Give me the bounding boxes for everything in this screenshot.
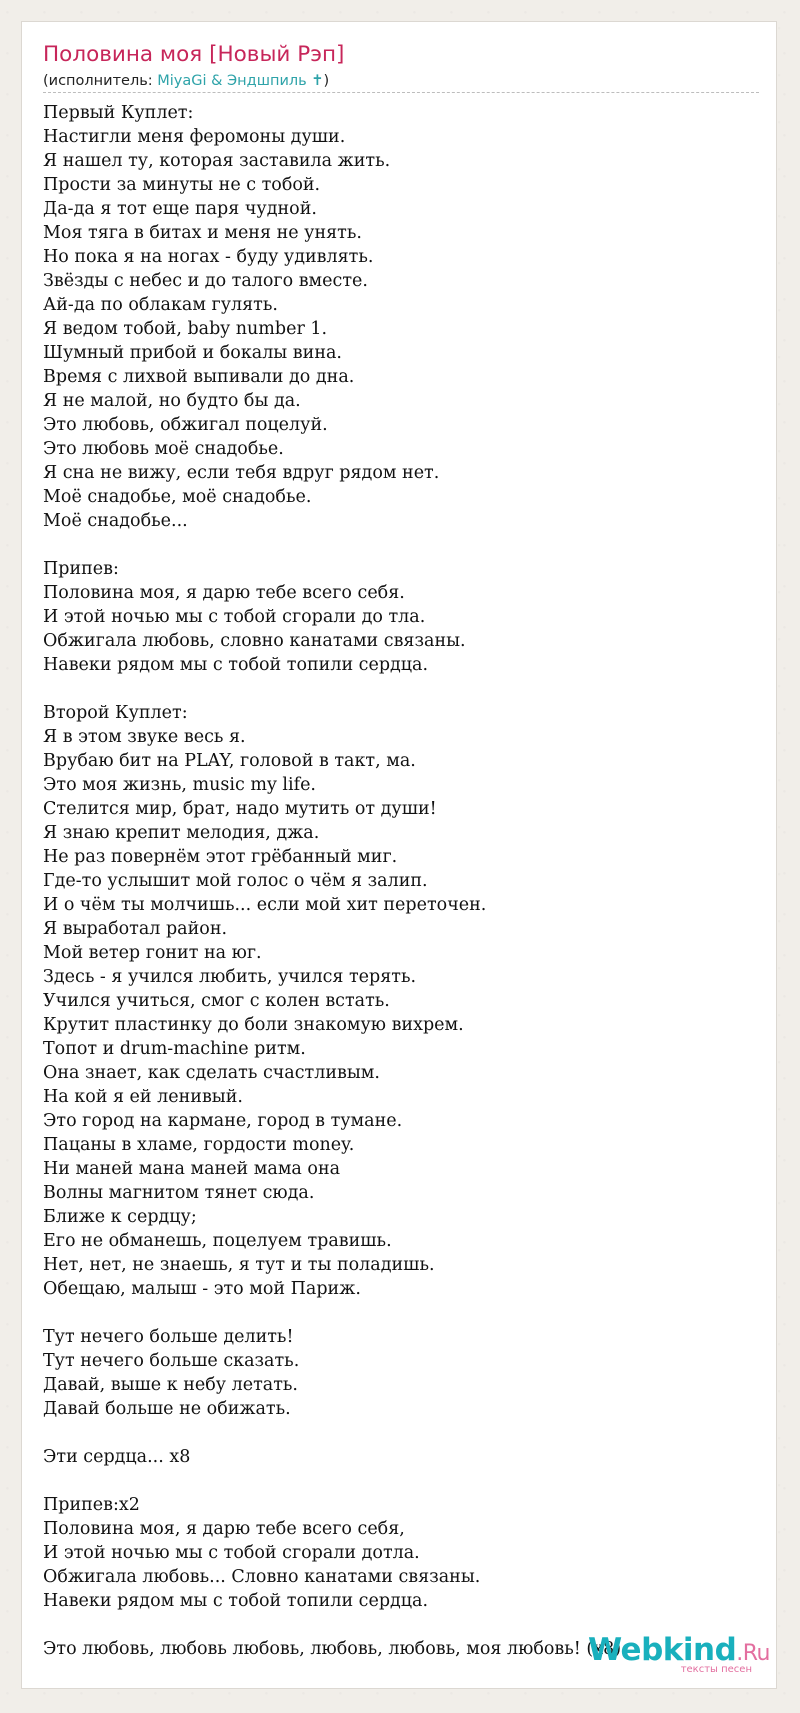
lyrics-line: Это любовь, любовь любовь, любовь, любовь, моя любовь! (x8) bbox=[43, 1639, 622, 1659]
lyrics-line: Я выработал район. bbox=[43, 919, 228, 939]
lyrics-line: Учился учиться, смог с колен встать. bbox=[43, 991, 390, 1011]
lyrics-line: Я не малой, но будто бы да. bbox=[43, 391, 301, 411]
logo-wordmark[interactable] bbox=[587, 1632, 770, 1668]
lyrics-line: Стелится мир, брат, надо мутить от души! bbox=[43, 799, 437, 819]
lyrics-line: Я в этом звуке весь я. bbox=[43, 727, 246, 747]
lyrics-line: Я сна не вижу, если тебя вдруг рядом нет. bbox=[43, 463, 440, 483]
lyrics-line: Я нашел ту, которая заставила жить. bbox=[43, 151, 391, 171]
lyrics-blank-line bbox=[43, 677, 759, 701]
lyrics-line: Его не обманешь, поцелуем травишь. bbox=[43, 1231, 392, 1251]
artist-name[interactable]: MiyaGi & Эндшпиль bbox=[157, 73, 307, 89]
cross-icon: ✝ bbox=[311, 73, 324, 89]
lyrics-line: Настигли меня феромоны души. bbox=[43, 127, 346, 147]
lyrics-blank-line bbox=[43, 1301, 759, 1325]
artist-suffix: ) bbox=[323, 73, 330, 89]
lyrics-line: Крутит пластинку до боли знакомую вихрем. bbox=[43, 1015, 464, 1035]
logo-suffix[interactable]: .Ru bbox=[736, 1641, 770, 1666]
lyrics-line: Обжигала любовь... Словно канатами связаны. bbox=[43, 1567, 481, 1587]
lyrics-line: Я знаю крепит мелодия, джа. bbox=[43, 823, 320, 843]
lyrics-line: Но пока я на ногах - буду удивлять. bbox=[43, 247, 374, 267]
lyrics-line: Прости за минуты не с тобой. bbox=[43, 175, 321, 195]
lyrics-line: Ай-да по облакам гулять. bbox=[43, 295, 278, 315]
logo-tagline: тексты песен bbox=[680, 1664, 752, 1675]
lyrics-line: Это город на кармане, город в тумане. bbox=[43, 1111, 403, 1131]
lyrics-blank-line bbox=[43, 1469, 759, 1493]
lyrics-line: Обещаю, малыш - это мой Париж. bbox=[43, 1279, 361, 1299]
lyrics-line: Тут нечего больше сказать. bbox=[43, 1351, 300, 1371]
lyrics-line: Половина моя, я дарю тебе всего себя. bbox=[43, 583, 405, 603]
song-title: Половина моя [Новый Рэп] bbox=[43, 42, 345, 67]
lyrics-line: Моё снадобье... bbox=[43, 511, 188, 531]
lyrics-line: Навеки рядом мы с тобой топили сердца. bbox=[43, 1591, 429, 1611]
lyrics-line: Пацаны в хламе, гордости money. bbox=[43, 1135, 355, 1155]
lyrics-line: Это любовь моё снадобье. bbox=[43, 439, 284, 459]
lyrics-line: Обжигала любовь, словно канатами связаны. bbox=[43, 631, 466, 651]
lyrics-line: На кой я ей ленивый. bbox=[43, 1087, 243, 1107]
artist-prefix: (исполнитель: bbox=[43, 73, 158, 89]
lyrics-line: И о чём ты молчишь... если мой хит переточен. bbox=[43, 895, 487, 915]
lyrics-line: Она знает, как сделать счастливым. bbox=[43, 1063, 380, 1083]
lyrics-blank-line bbox=[43, 533, 759, 557]
lyrics-line: Мой ветер гонит на юг. bbox=[43, 943, 262, 963]
lyrics-line: Ни маней мана маней мама она bbox=[43, 1159, 341, 1179]
lyrics-line: Припев: bbox=[43, 559, 119, 579]
lyrics-line: Время с лихвой выпивали до дна. bbox=[43, 367, 355, 387]
lyrics-line: Моя тяга в битах и меня не унять. bbox=[43, 223, 362, 243]
lyrics-line: Шумный прибой и бокалы вина. bbox=[43, 343, 342, 363]
lyrics-line: Припев:x2 bbox=[43, 1495, 140, 1515]
lyrics-line: И этой ночью мы с тобой сгорали до тла. bbox=[43, 607, 426, 627]
site-logo[interactable] bbox=[587, 1632, 770, 1675]
logo-main[interactable]: Webkind bbox=[587, 1632, 737, 1668]
lyrics-line: Второй Куплет: bbox=[43, 703, 188, 723]
lyrics-line: Где-то услышит мой голос о чём я залип. bbox=[43, 871, 428, 891]
lyrics-line: Это моя жизнь, music my life. bbox=[43, 775, 316, 795]
lyrics-line: Половина моя, я дарю тебе всего себя, bbox=[43, 1519, 405, 1539]
lyrics-line: Давай, выше к небу летать. bbox=[43, 1375, 298, 1395]
lyrics-line: Тут нечего больше делить! bbox=[43, 1327, 294, 1347]
lyrics-line: Ближе к сердцу; bbox=[43, 1207, 197, 1227]
artist-link[interactable] bbox=[157, 73, 323, 89]
lyrics-line: И этой ночью мы с тобой сгорали дотла. bbox=[43, 1543, 420, 1563]
lyrics-card bbox=[21, 21, 777, 1689]
lyrics-blank-line bbox=[43, 1421, 759, 1445]
lyrics-line: Давай больше не обижать. bbox=[43, 1399, 291, 1419]
lyrics-line: Не раз повернём этот грёбанный миг. bbox=[43, 847, 398, 867]
lyrics-line: Врубаю бит на PLAY, головой в такт, ма. bbox=[43, 751, 416, 771]
lyrics-line: Топот и drum-machine ритм. bbox=[43, 1039, 306, 1059]
lyrics-line: Да-да я тот еще паря чудной. bbox=[43, 199, 317, 219]
artist-line bbox=[43, 71, 759, 93]
lyrics-line: Моё снадобье, моё снадобье. bbox=[43, 487, 312, 507]
lyrics-line: Нет, нет, не знаешь, я тут и ты поладишь. bbox=[43, 1255, 435, 1275]
lyrics-line: Я ведом тобой, baby number 1. bbox=[43, 319, 328, 339]
lyrics-line: Первый Куплет: bbox=[43, 103, 194, 123]
lyrics-line: Здесь - я учился любить, учился терять. bbox=[43, 967, 417, 987]
lyrics-line: Навеки рядом мы с тобой топили сердца. bbox=[43, 655, 429, 675]
lyrics-line: Звёзды с небес и до талого вместе. bbox=[43, 271, 368, 291]
lyrics-line: Это любовь, обжигал поцелуй. bbox=[43, 415, 328, 435]
lyrics-line: Волны магнитом тянет сюда. bbox=[43, 1183, 315, 1203]
lyrics-text bbox=[43, 101, 759, 1661]
lyrics-line: Эти сердца... x8 bbox=[43, 1447, 191, 1467]
